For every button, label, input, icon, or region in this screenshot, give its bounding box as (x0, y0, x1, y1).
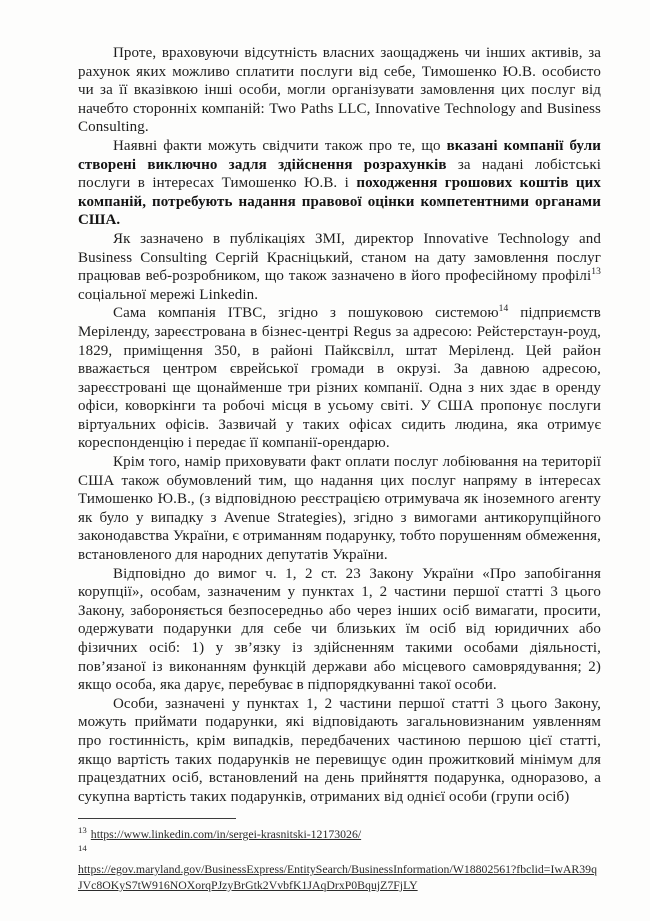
paragraph-text: Сама компанія ITBC, згідно з пошуковою системою (113, 305, 499, 322)
footnotes-section (78, 818, 601, 893)
paragraph (78, 695, 601, 807)
paragraph (78, 137, 601, 230)
paragraph-text: Як зазначено в публікаціях ЗМІ, директор Innovative Technology and Business Consulting Сергій Красніцький, станом на дату замовлення послуг працював веб-розробником, що також зазначено в його професійному профілі (78, 230, 601, 285)
footnote-13-number: 13 (78, 825, 87, 836)
paragraph (78, 304, 601, 453)
paragraph-text: підприємств Меріленду, зареєстрована в бізнес-центрі Regus за адресою: Рейстерстаун-роуд, 1829, приміщення 350, в районі Пайксвілл, штат Меріленд. Цей район вважається центром єврейської громади в окрузі. За давною адресою, зареєстровані ще щонайменше три різних компанії. Одна з них здає в оренду офіси, коворкінги та робочі місця в усьому світі. У США пропонує послуги віртуальних офісів. Зазвичай у таких офісах сидить людина, яка отримує кореспонденцію і передає її компанії-орендарю. (78, 305, 601, 452)
paragraph-text: соціальної мережі Linkedin. (78, 286, 259, 303)
paragraph (78, 44, 601, 137)
paragraph-text: Наявні факти можуть свідчити також про те, що (113, 137, 447, 154)
paragraph (78, 565, 601, 695)
footnote-separator (78, 818, 236, 819)
footnote-14-url-row (78, 862, 601, 893)
footnote-marker-14: 14 (498, 304, 509, 315)
bold-phrase: походження грошових коштів цих компаній, потребують надання правової оцінки компетентними органами США. (78, 175, 601, 229)
footnote-marker-13: 13 (591, 267, 601, 278)
paragraph-text: Особи, зазначені у пунктах 1, 2 частини першої статті 3 цього Закону, можуть приймати подарунки, які відповідають загальновизнаним уявленням про гостинність, крім випадків, передбачених частиною першою цієї статті, якщо вартість таких подарунків не перевищує один прожитковий мінімум для працездатних осіб, встановлений на день прийняття подарунка, одноразово, а сукупна вартість таких подарунків, отриманих від однієї особи (групи осіб) (78, 695, 601, 805)
paragraph (78, 453, 601, 565)
footnote-14-link[interactable]: https://egov.maryland.gov/BusinessExpress/EntitySearch/BusinessInformation/W18802561?fbclid=IwAR39qJVc8OKyS7tW916NOXorqPJzyBrGtk2VvbfK1JAqDrxP0BqujZ7FjLY (78, 862, 597, 892)
footnote-14-number: 14 (78, 842, 87, 853)
paragraph-text: Крім того, намір приховувати факт оплати послуг лобіювання на території США також обумовлений тим, що надання цих послуг напряму в інтересах Тимошенко Ю.В., (з відповідною реєстрацією отримувача як іноземного агенту як було у випадку з Avenue Strategies), згідно з вимогами антикорупційного законодавства України, є отриманням подарунку, тобто порушенням обмеження, встановленого для народних депутатів України. (78, 454, 601, 564)
paragraph-text: Проте, враховуючи відсутність власних заощаджень чи інших активів, за рахунок яких можливо сплатити послуги від себе, Тимошенко Ю.В. особисто чи за її вказівкою інші особи, могли організувати замовлення цих послуг від начебто сторонніх компаній: Two Paths LLC, Innovative Technology and Business Consulting. (78, 45, 601, 136)
footnote-13-link[interactable]: https://www.linkedin.com/in/sergei-krasnitski-12173026/ (90, 827, 362, 842)
paragraph (78, 230, 601, 304)
bold-phrase: вказані компанії були створені виключно задля здійснення розрахунків (78, 137, 601, 173)
footnote-13 (78, 827, 601, 843)
document-body (78, 44, 601, 806)
footnote-14 (78, 842, 601, 861)
paragraph-text: за надані лобістські послуги в інтересах Тимошенко Ю.В. і (78, 156, 601, 192)
paragraph-text: Відповідно до вимог ч. 1, 2 ст. 23 Закону України «Про запобігання корупції», особам, зазначеним у пунктах 1, 2 частини першої статті 3 цього Закону, забороняється безпосередньо або через інших осіб вимагати, просити, одержувати подарунки для себе чи близьких їм осіб від юридичних або фізичних осіб: 1) у зв’язку із здійсненням такими особами діяльності, пов’язаної із виконанням функцій держави або місцевого самоврядування; 2) якщо особа, яка дарує, перебуває в підпорядкуванні такої особи. (78, 565, 601, 694)
